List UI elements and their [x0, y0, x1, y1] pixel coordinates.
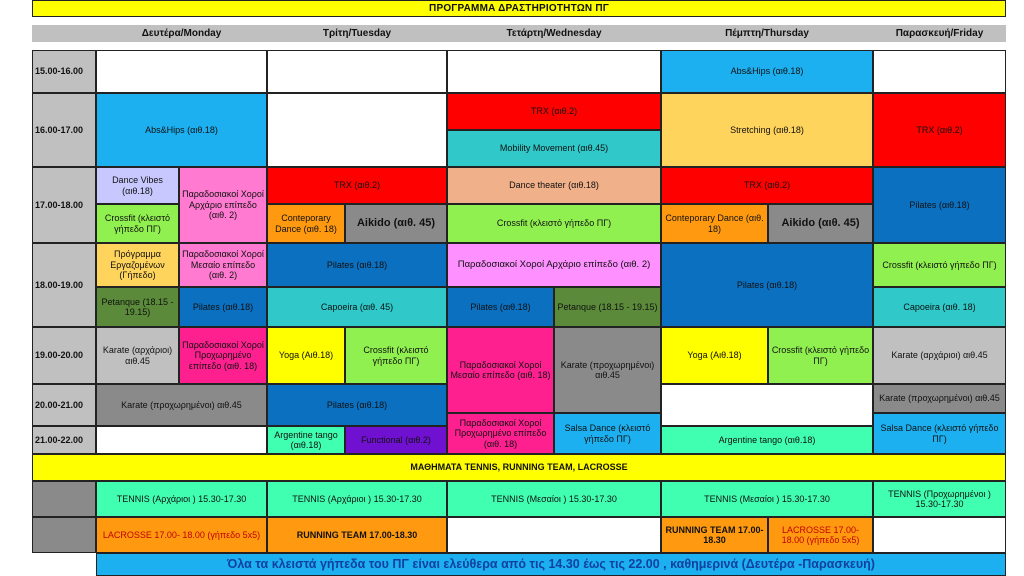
empty-cell: [267, 93, 447, 167]
class-cell: TRX (αιθ.2): [267, 167, 447, 204]
sports-header: ΜΑΘΗΜΑΤΑ TENNIS, RUNNING TEAM, LACROSSE: [32, 454, 1006, 481]
class-cell: Abs&Hips (αιθ.18): [661, 50, 873, 93]
class-cell: Pilates (αιθ.18): [267, 243, 447, 287]
sports-time-cell: [32, 481, 96, 517]
class-cell: Aikido (αιθ. 45): [345, 204, 447, 243]
class-cell: Dance Vibes (αιθ.18): [96, 167, 179, 204]
class-cell: Pilates (αιθ.18): [267, 384, 447, 426]
sports-time-cell: [32, 517, 96, 553]
day-header-monday: Δευτέρα/Monday: [96, 25, 267, 42]
class-cell: Karate (αρχάριοι) αιθ.45: [96, 327, 179, 384]
class-cell: Stretching (αιθ.18): [661, 93, 873, 167]
empty-cell: [873, 517, 1006, 553]
class-cell: Crossfit (κλειστό γήπεδο ΠΓ): [345, 327, 447, 384]
class-cell: Yoga (Αιθ.18): [661, 327, 768, 384]
time-slot: 16.00-17.00: [32, 93, 96, 167]
class-cell: Pilates (αιθ.18): [447, 287, 554, 327]
class-cell: Παραδοσιακοί Χοροί Προχωρημένο επίπεδο (αιθ. 18): [447, 413, 554, 454]
class-cell: Argentine tango (αιθ.18): [267, 426, 345, 454]
class-cell: Pilates (αιθ.18): [873, 167, 1006, 243]
sports-cell: LACROSSE 17.00- 18.00 (γήπεδο 5x5): [768, 517, 873, 553]
class-cell: Dance theater (αιθ.18): [447, 167, 661, 204]
class-cell: Mobility Movement (αιθ.45): [447, 130, 661, 167]
sports-cell: TENNIS (Μεσαίοι ) 15.30-17.30: [447, 481, 661, 517]
class-cell: Karate (προχωρημένοι) αιθ.45: [96, 384, 267, 426]
day-header-friday: Παρασκευή/Friday: [873, 25, 1006, 42]
sports-cell: TENNIS (Μεσαίοι ) 15.30-17.30: [661, 481, 873, 517]
class-cell: Karate (προχωρημένοι) αιθ.45: [554, 327, 661, 413]
footer-note: Όλα τα κλειστά γήπεδα του ΠΓ είναι ελεύθερα από τις 14.30 έως τις 22.00 , καθημερινά (Δευτέρα -Παρασκευή): [96, 553, 1006, 576]
sports-cell: TENNIS (Αρχάριοι ) 15.30-17.30: [96, 481, 267, 517]
class-cell: TRX (αιθ.2): [447, 93, 661, 130]
time-slot: 20.00-21.00: [32, 384, 96, 426]
class-cell: Παραδοσιακοί Χοροί Αρχάριο επίπεδο (αιθ. 2): [179, 167, 267, 243]
class-cell: Salsa Dance (κλειστό γήπεδο ΠΓ): [873, 413, 1006, 454]
class-cell: Functional (αιθ.2): [345, 426, 447, 454]
empty-cell: [661, 384, 873, 426]
day-header-thursday: Πέμπτη/Thursday: [661, 25, 873, 42]
time-slot: 15.00-16.00: [32, 50, 96, 93]
class-cell: Conteporary Dance (αιθ. 18): [267, 204, 345, 243]
class-cell: Παραδοσιακοί Χοροί Μεσαίο επίπεδο (αιθ. 2): [179, 243, 267, 287]
sports-cell: TENNIS (Προχωρημένοι ) 15.30-17.30: [873, 481, 1006, 517]
sports-cell: RUNNING TEAM 17.00-18.30: [267, 517, 447, 553]
class-cell: Argentine tango (αιθ.18): [661, 426, 873, 454]
class-cell: Petanque (18.15 - 19.15): [554, 287, 661, 327]
class-cell: Crossfit (κλειστό γήπεδο ΠΓ): [873, 243, 1006, 287]
class-cell: Crossfit (κλειστό γήπεδο ΠΓ): [447, 204, 661, 243]
day-header-wednesday: Τετάρτη/Wednesday: [447, 25, 661, 42]
empty-cell: [96, 426, 267, 454]
empty-cell: [267, 50, 447, 93]
class-cell: Capoeira (αιθ. 45): [267, 287, 447, 327]
class-cell: Conteporary Dance (αιθ. 18): [661, 204, 768, 243]
class-cell: Παραδοσιακοί Χοροί Προχωρημένο επίπεδο (αιθ. 18): [179, 327, 267, 384]
empty-cell: [447, 50, 661, 93]
time-slot: 19.00-20.00: [32, 327, 96, 384]
class-cell: Karate (προχωρημένοι) αιθ.45: [873, 384, 1006, 413]
corner-cell: [32, 25, 96, 42]
empty-cell: [96, 50, 267, 93]
day-header-tuesday: Τρίτη/Tuesday: [267, 25, 447, 42]
class-cell: Aikido (αιθ. 45): [768, 204, 873, 243]
class-cell: Pilates (αιθ.18): [661, 243, 873, 327]
sports-cell: RUNNING TEAM 17.00-18.30: [661, 517, 768, 553]
class-cell: Crossfit (κλειστό γήπεδο ΠΓ): [768, 327, 873, 384]
page-title: ΠΡΟΓΡΑΜΜΑ ΔΡΑΣΤΗΡΙΟΤΗΤΩΝ ΠΓ: [32, 0, 1006, 17]
class-cell: Capoeira (αιθ. 18): [873, 287, 1006, 327]
time-slot: 21.00-22.00: [32, 426, 96, 454]
time-slot: 18.00-19.00: [32, 243, 96, 327]
class-cell: TRX (αιθ.2): [873, 93, 1006, 167]
empty-cell: [873, 50, 1006, 93]
class-cell: Salsa Dance (κλειστό γήπεδο ΠΓ): [554, 413, 661, 454]
class-cell: Πρόγραμμα Εργαζομένων (Γήπεδο): [96, 243, 179, 287]
class-cell: Karate (αρχάριοι) αιθ.45: [873, 327, 1006, 384]
class-cell: Yoga (Αιθ.18): [267, 327, 345, 384]
sports-cell: LACROSSE 17.00- 18.00 (γήπεδο 5x5): [96, 517, 267, 553]
class-cell: Παραδοσιακοί Χοροί Μεσαίο επίπεδο (αιθ. 18): [447, 327, 554, 413]
empty-cell: [447, 517, 661, 553]
time-slot: 17.00-18.00: [32, 167, 96, 243]
class-cell: Crossfit (κλειστό γήπεδο ΠΓ): [96, 204, 179, 243]
class-cell: Pilates (αιθ.18): [179, 287, 267, 327]
class-cell: Παραδοσιακοί Χοροί Αρχάριο επίπεδο (αιθ. 2): [447, 243, 661, 287]
class-cell: Abs&Hips (αιθ.18): [96, 93, 267, 167]
sports-cell: TENNIS (Αρχάριοι ) 15.30-17.30: [267, 481, 447, 517]
class-cell: Petanque (18.15 - 19.15): [96, 287, 179, 327]
class-cell: TRX (αιθ.2): [661, 167, 873, 204]
